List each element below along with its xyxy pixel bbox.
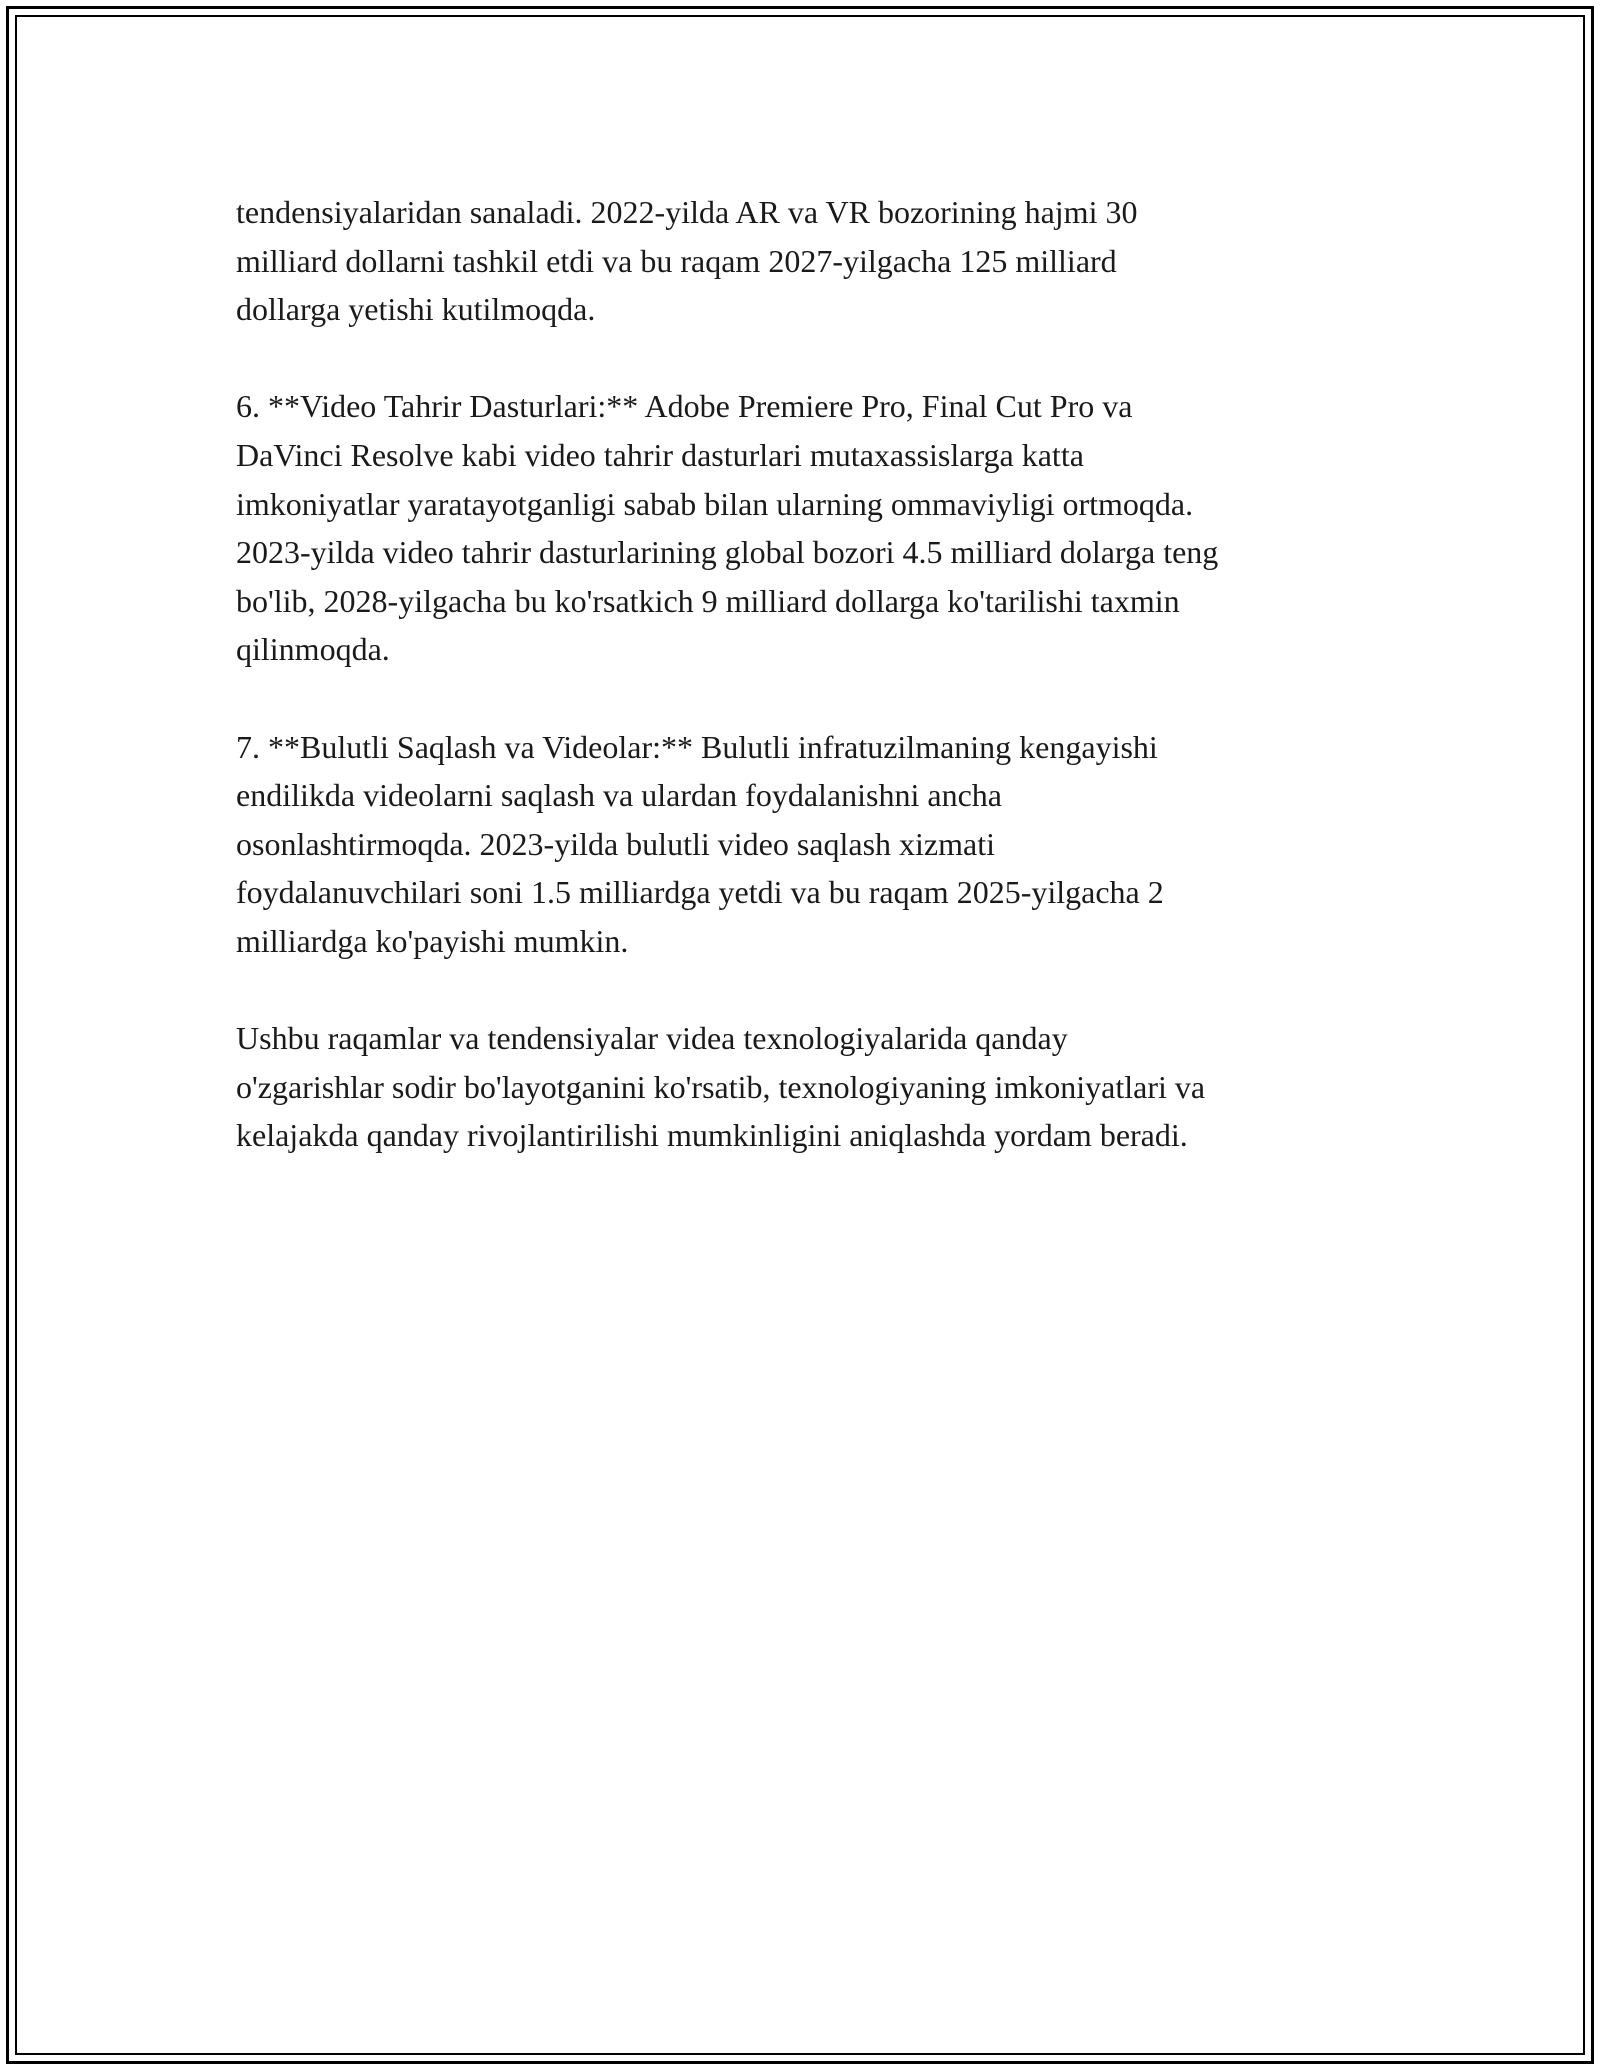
paragraph-video-editing — [236, 382, 1386, 674]
text-line: qilinmoqda. — [236, 631, 390, 668]
text-line: endilikda videolarni saqlash va ulardan foydalanishni ancha — [236, 777, 1002, 814]
text-line: o'zgarishlar sodir bo'layotganini ko'rsatib, texnologiyaning imkoniyatlari va — [236, 1068, 1206, 1105]
text-line: DaVinci Resolve kabi video tahrir dasturlari mutaxassislarga katta — [236, 436, 1084, 473]
text-line: imkoniyatlar yaratayotganligi sabab bilan ularning ommaviyligi ortmoqda. — [236, 485, 1194, 522]
text-line: milliard dollarni tashkil etdi va bu raqam 2027-yilgacha 125 milliard — [236, 242, 1117, 279]
text-line: 6. **Video Tahrir Dasturlari:** Adobe Premiere Pro, Final Cut Pro va — [236, 388, 1133, 425]
text-line: tendensiyalaridan sanaladi. 2022-yilda AR va VR bozorining hajmi 30 — [236, 194, 1138, 230]
text-line: milliardga ko'payishi mumkin. — [236, 922, 629, 959]
text-line: dollarga yetishi kutilmoqda. — [236, 291, 596, 328]
document-body — [236, 188, 1386, 1208]
text-line: foydalanuvchilari soni 1.5 milliardga yetdi va bu raqam 2025-yilgacha 2 — [236, 874, 1164, 911]
text-line: kelajakda qanday rivojlantirilishi mumkinligini aniqlashda yordam beradi. — [236, 1117, 1188, 1154]
text-line: 7. **Bulutli Saqlash va Videolar:** Bulutli infratuzilmaning kengayishi — [236, 728, 1158, 765]
paragraph-ar-vr-market — [236, 188, 1386, 334]
text-line: 2023-yilda video tahrir dasturlarining global bozori 4.5 milliard dolarga teng — [236, 534, 1219, 571]
paragraph-conclusion — [236, 1014, 1386, 1160]
text-line: Ushbu raqamlar va tendensiyalar videa texnologiyalarida qanday — [236, 1020, 1068, 1057]
paragraph-cloud-storage — [236, 723, 1386, 966]
text-line: bo'lib, 2028-yilgacha bu ko'rsatkich 9 milliard dollarga ko'tarilishi taxmin — [236, 582, 1180, 619]
text-line: osonlashtirmoqda. 2023-yilda bulutli video saqlash xizmati — [236, 825, 995, 862]
